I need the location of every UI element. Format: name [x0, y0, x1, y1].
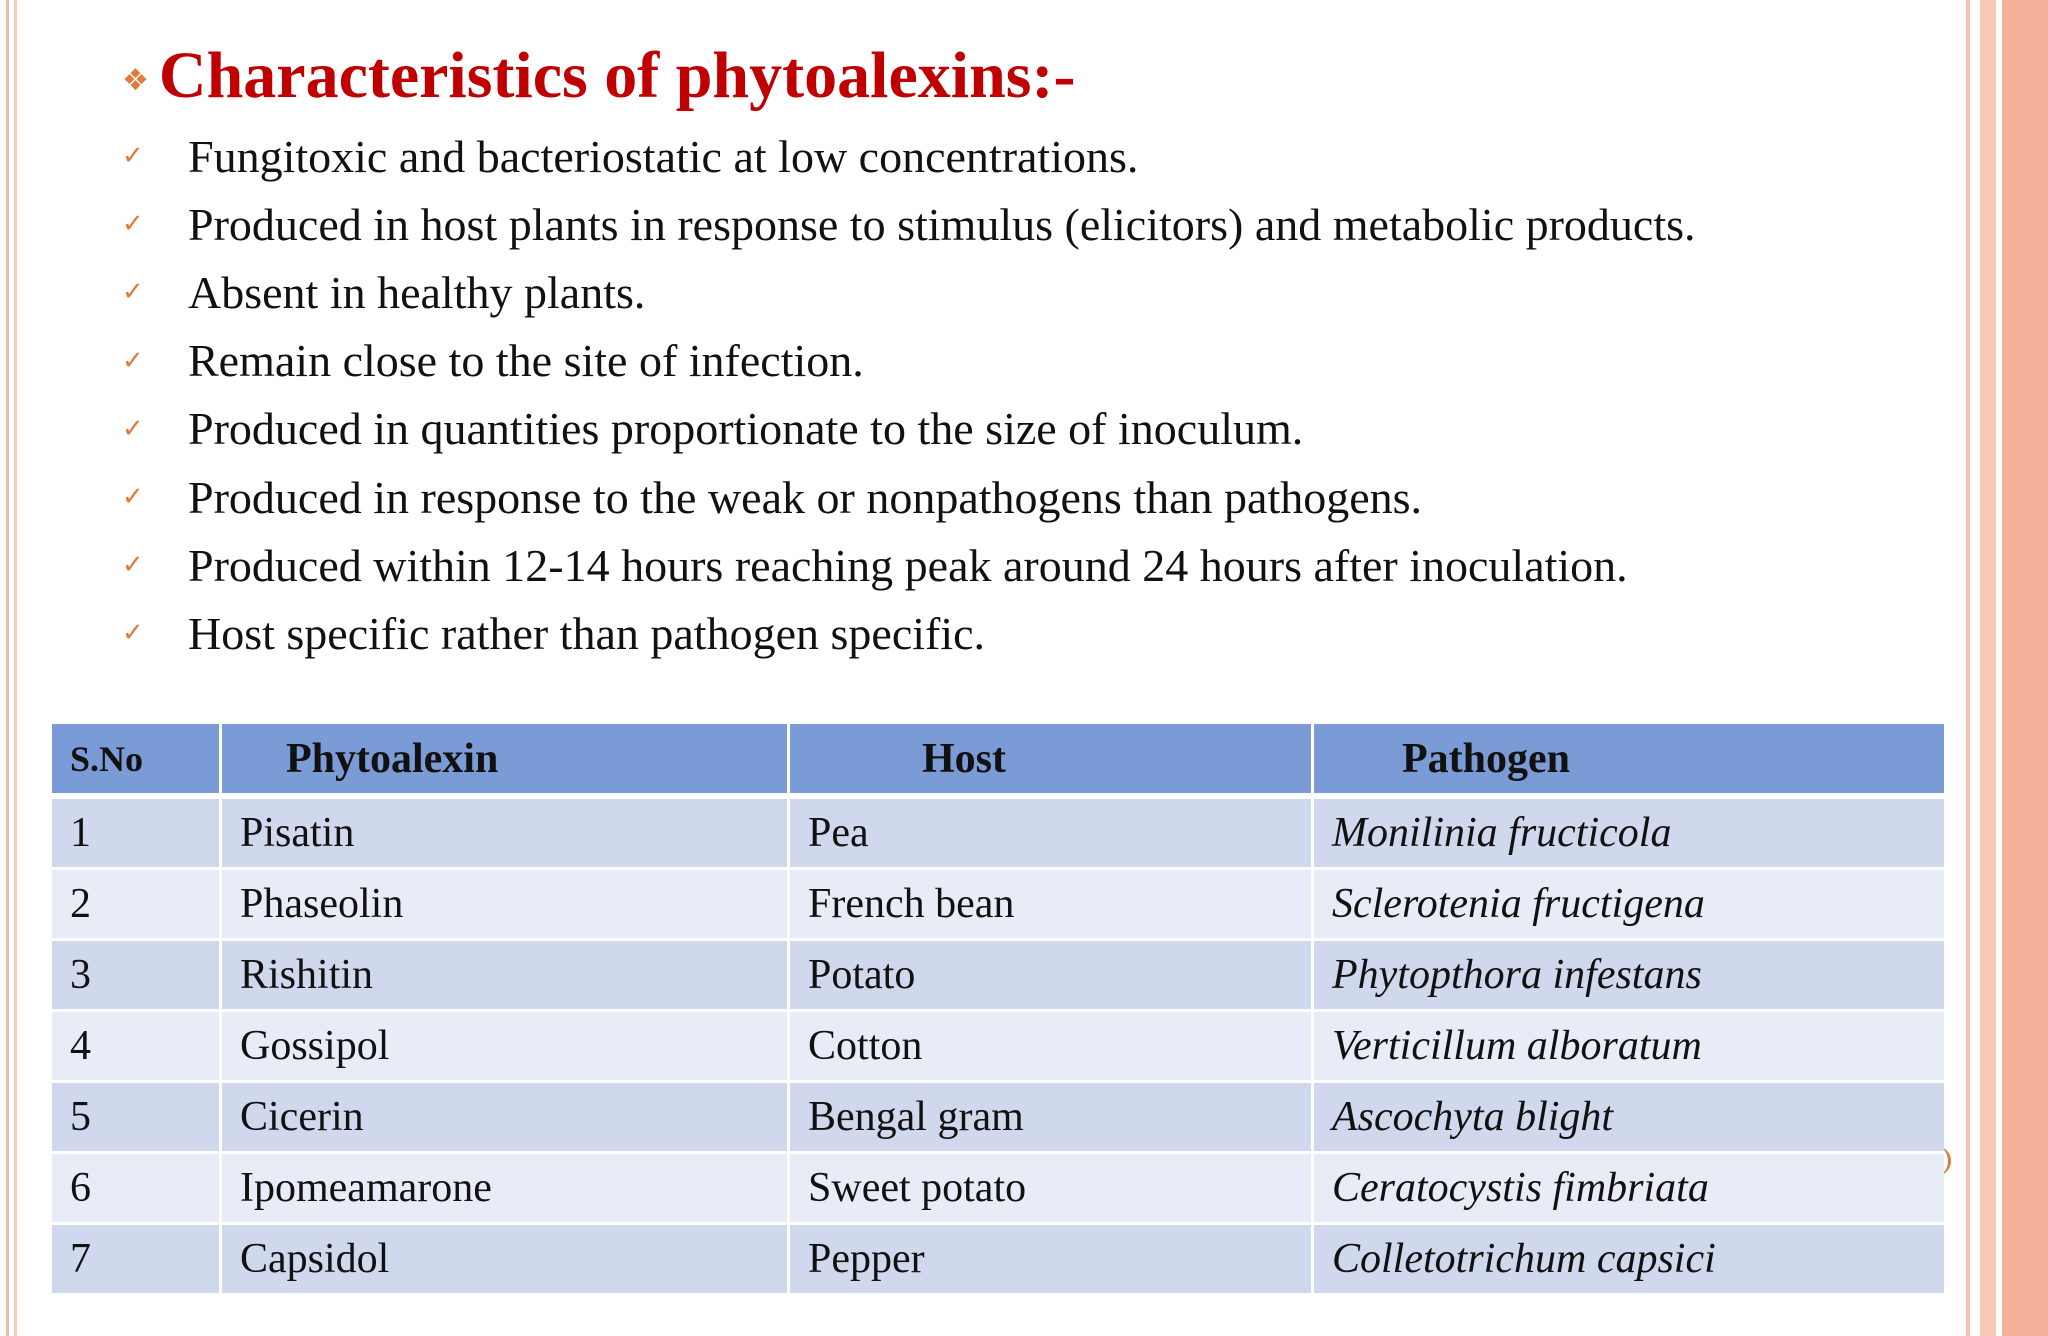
list-item-text: Produced within 12-14 hours reaching peak around 24 hours after inoculation. [188, 539, 1628, 591]
header-pathogen: Pathogen [1314, 724, 1944, 799]
cell-host: Pea [790, 799, 1314, 870]
cell-host: Pepper [790, 1225, 1314, 1296]
cell-phytoalexin: Gossipol [222, 1012, 790, 1083]
list-item [120, 531, 1696, 599]
cell-phytoalexin: Phaseolin [222, 870, 790, 941]
checkmark-icon: ✓ [122, 413, 144, 444]
cell-phytoalexin: Rishitin [222, 941, 790, 1012]
list-item-text: Absent in healthy plants. [188, 266, 646, 318]
list-item-text: Fungitoxic and bacteriostatic at low concentrations. [188, 130, 1139, 182]
header-phytoalexin: Phytoalexin [222, 724, 790, 799]
table-row [52, 1012, 1944, 1083]
checkmark-icon: ✓ [122, 345, 144, 376]
cell-host: Sweet potato [790, 1154, 1314, 1225]
checkmark-icon: ✓ [122, 141, 144, 172]
checkmark-icon: ✓ [122, 209, 144, 240]
cell-host: Potato [790, 941, 1314, 1012]
checkmark-icon: ✓ [122, 550, 144, 581]
cell-pathogen: Verticillum alboratum [1314, 1012, 1944, 1083]
slide-title: Characteristics of phytoalexins:- [158, 39, 1076, 112]
list-item [120, 122, 1696, 190]
cell-pathogen: Ceratocystis fimbriata [1314, 1154, 1944, 1225]
cell-pathogen: Ascochyta blight [1314, 1083, 1944, 1154]
cell-host: Bengal gram [790, 1083, 1314, 1154]
list-item-text: Host specific rather than pathogen specific. [188, 607, 986, 659]
table-row [52, 870, 1944, 941]
table-row [52, 1154, 1944, 1225]
cell-sno: 4 [52, 1012, 222, 1083]
cell-pathogen: Monilinia fructicola [1314, 799, 1944, 870]
cell-sno: 2 [52, 870, 222, 941]
cell-phytoalexin: Ipomeamarone [222, 1154, 790, 1225]
list-item-text: Produced in quantities proportionate to the size of inoculum. [188, 403, 1304, 455]
table-row [52, 1083, 1944, 1154]
cell-pathogen: Sclerotenia fructigena [1314, 870, 1944, 941]
list-item [120, 395, 1696, 463]
header-sno: S.No [52, 724, 222, 799]
table-row [52, 941, 1944, 1012]
characteristics-list [120, 122, 1696, 668]
phytoalexin-table-container [52, 724, 1944, 1296]
table-header-row [52, 724, 1944, 799]
list-item-text: Produced in host plants in response to stimulus (elicitors) and metabolic products. [188, 198, 1696, 250]
table-row [52, 799, 1944, 870]
cell-phytoalexin: Capsidol [222, 1225, 790, 1296]
phytoalexin-table [52, 724, 1944, 1296]
cell-sno: 5 [52, 1083, 222, 1154]
cell-sno: 7 [52, 1225, 222, 1296]
list-item [120, 463, 1696, 531]
list-item [120, 258, 1696, 326]
cell-pathogen: Colletotrichum capsici [1314, 1225, 1944, 1296]
checkmark-icon: ✓ [122, 482, 144, 513]
title-row [122, 36, 1075, 116]
list-item [120, 327, 1696, 395]
checkmark-icon: ✓ [122, 618, 144, 649]
cell-sno: 3 [52, 941, 222, 1012]
list-item [120, 190, 1696, 258]
header-host: Host [790, 724, 1314, 799]
checkmark-icon: ✓ [122, 277, 144, 308]
cell-host: French bean [790, 870, 1314, 941]
right-stripe-decoration [1956, 0, 2048, 1336]
cell-phytoalexin: Cicerin [222, 1083, 790, 1154]
diamond-bullet-icon: ❖ [122, 62, 149, 98]
cell-pathogen: Phytopthora infestans [1314, 941, 1944, 1012]
list-item [120, 599, 1696, 667]
left-border-decoration [0, 0, 22, 1336]
cell-sno: 1 [52, 799, 222, 870]
list-item-text: Remain close to the site of infection. [188, 335, 864, 387]
table-row [52, 1225, 1944, 1296]
cell-phytoalexin: Pisatin [222, 799, 790, 870]
cell-host: Cotton [790, 1012, 1314, 1083]
list-item-text: Produced in response to the weak or nonpathogens than pathogens. [188, 471, 1423, 523]
cell-sno: 6 [52, 1154, 222, 1225]
